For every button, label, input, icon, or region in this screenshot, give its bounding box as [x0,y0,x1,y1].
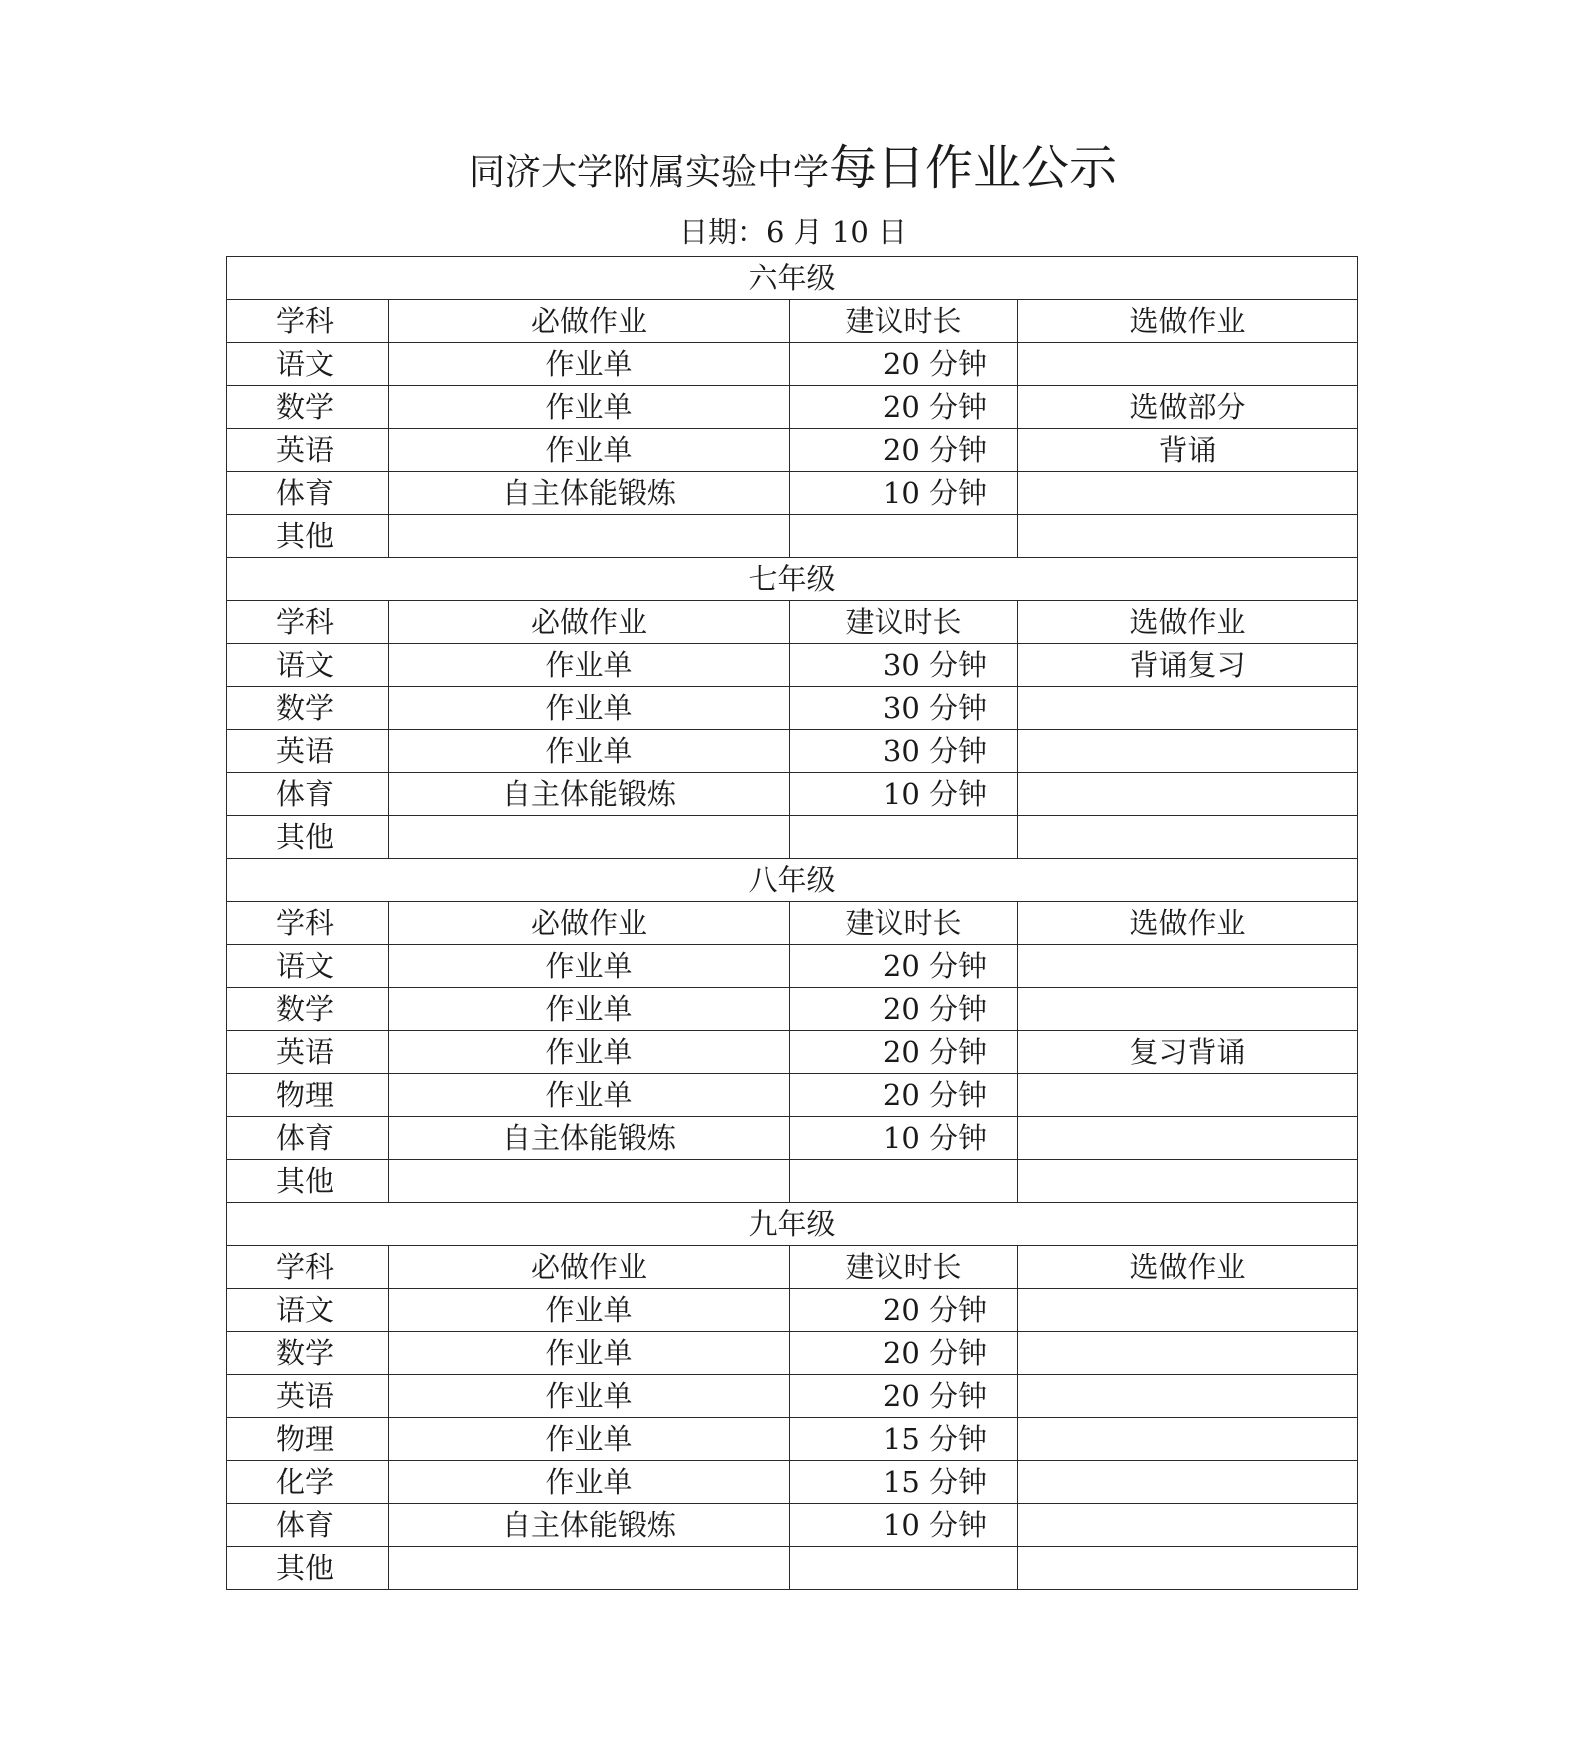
optional-cell [1018,1547,1358,1590]
table-row [227,945,1358,988]
required-cell: 作业单 [389,1074,790,1117]
header-subject: 学科 [227,601,389,644]
required-cell [389,1547,790,1590]
duration-cell: 30 分钟 [790,644,1018,687]
optional-cell: 背诵复习 [1018,644,1358,687]
duration-cell [790,1547,1018,1590]
subject-cell: 数学 [227,687,389,730]
title-heading: 每日作业公示 [829,140,1118,196]
table-row [227,773,1358,816]
subject-cell: 其他 [227,816,389,859]
duration-cell [790,816,1018,859]
required-cell: 作业单 [389,1418,790,1461]
header-required: 必做作业 [389,300,790,343]
optional-cell [1018,816,1358,859]
grade-title: 八年级 [227,859,1358,902]
grade-row [227,859,1358,902]
grade-title: 六年级 [227,257,1358,300]
subject-cell: 体育 [227,773,389,816]
homework-table [226,256,1358,1590]
duration-cell: 20 分钟 [790,1031,1018,1074]
table-row [227,1332,1358,1375]
table-row [227,1117,1358,1160]
optional-cell [1018,1461,1358,1504]
duration-cell: 20 分钟 [790,386,1018,429]
required-cell: 作业单 [389,1461,790,1504]
subject-cell: 语文 [227,1289,389,1332]
table-row [227,429,1358,472]
optional-cell [1018,1289,1358,1332]
table-row [227,730,1358,773]
duration-cell [790,515,1018,558]
optional-cell [1018,1375,1358,1418]
optional-cell [1018,1117,1358,1160]
subject-cell: 体育 [227,472,389,515]
table-row [227,515,1358,558]
grade-row [227,257,1358,300]
required-cell: 作业单 [389,1289,790,1332]
school-name: 同济大学附属实验中学 [468,152,829,193]
header-duration: 建议时长 [790,902,1018,945]
table-row [227,1461,1358,1504]
homework-table-body [227,257,1358,1590]
required-cell: 作业单 [389,429,790,472]
header-duration: 建议时长 [790,300,1018,343]
duration-cell: 10 分钟 [790,472,1018,515]
table-row [227,644,1358,687]
optional-cell [1018,730,1358,773]
subject-cell: 其他 [227,1547,389,1590]
subject-cell: 体育 [227,1504,389,1547]
optional-cell [1018,687,1358,730]
subject-cell: 语文 [227,343,389,386]
required-cell: 作业单 [389,687,790,730]
header-row [227,902,1358,945]
header-required: 必做作业 [389,1246,790,1289]
subject-cell: 英语 [227,730,389,773]
subject-cell: 英语 [227,429,389,472]
optional-cell [1018,1504,1358,1547]
duration-cell [790,1160,1018,1203]
required-cell: 作业单 [389,644,790,687]
optional-cell [1018,1332,1358,1375]
subject-cell: 语文 [227,945,389,988]
table-row [227,1160,1358,1203]
optional-cell [1018,1160,1358,1203]
duration-cell: 30 分钟 [790,730,1018,773]
table-row [227,386,1358,429]
subject-cell: 语文 [227,644,389,687]
required-cell: 作业单 [389,1332,790,1375]
subject-cell: 物理 [227,1074,389,1117]
table-row [227,1289,1358,1332]
required-cell: 作业单 [389,1375,790,1418]
subject-cell: 英语 [227,1031,389,1074]
subject-cell: 数学 [227,1332,389,1375]
subject-cell: 化学 [227,1461,389,1504]
optional-cell [1018,1074,1358,1117]
subject-cell: 数学 [227,386,389,429]
header-required: 必做作业 [389,601,790,644]
table-row [227,1504,1358,1547]
table-row [227,1031,1358,1074]
table-row [227,1418,1358,1461]
optional-cell: 背诵 [1018,429,1358,472]
grade-title: 九年级 [227,1203,1358,1246]
optional-cell [1018,343,1358,386]
required-cell [389,515,790,558]
duration-cell: 20 分钟 [790,1332,1018,1375]
required-cell: 作业单 [389,988,790,1031]
optional-cell [1018,988,1358,1031]
required-cell [389,816,790,859]
required-cell: 作业单 [389,730,790,773]
optional-cell: 选做部分 [1018,386,1358,429]
header-duration: 建议时长 [790,601,1018,644]
duration-cell: 10 分钟 [790,773,1018,816]
required-cell: 自主体能锻炼 [389,773,790,816]
optional-cell: 复习背诵 [1018,1031,1358,1074]
duration-cell: 15 分钟 [790,1461,1018,1504]
optional-cell [1018,472,1358,515]
header-optional: 选做作业 [1018,601,1358,644]
header-subject: 学科 [227,902,389,945]
subject-cell: 其他 [227,515,389,558]
optional-cell [1018,945,1358,988]
header-row [227,1246,1358,1289]
header-row [227,601,1358,644]
table-row [227,1375,1358,1418]
required-cell: 自主体能锻炼 [389,1117,790,1160]
date-line: 日期：6 月 10 日 [678,215,907,249]
duration-cell: 20 分钟 [790,1074,1018,1117]
subject-cell: 体育 [227,1117,389,1160]
table-row [227,343,1358,386]
duration-cell: 20 分钟 [790,945,1018,988]
required-cell: 自主体能锻炼 [389,1504,790,1547]
subject-cell: 英语 [227,1375,389,1418]
duration-cell: 20 分钟 [790,1375,1018,1418]
required-cell: 作业单 [389,1031,790,1074]
required-cell: 作业单 [389,386,790,429]
header-required: 必做作业 [389,902,790,945]
header-row [227,300,1358,343]
duration-cell: 20 分钟 [790,1289,1018,1332]
header-duration: 建议时长 [790,1246,1018,1289]
header-subject: 学科 [227,1246,389,1289]
table-row [227,816,1358,859]
optional-cell [1018,773,1358,816]
grade-title: 七年级 [227,558,1358,601]
header-subject: 学科 [227,300,389,343]
duration-cell: 20 分钟 [790,429,1018,472]
required-cell [389,1160,790,1203]
grade-row [227,558,1358,601]
optional-cell [1018,515,1358,558]
subject-cell: 数学 [227,988,389,1031]
subject-cell: 物理 [227,1418,389,1461]
header-optional: 选做作业 [1018,300,1358,343]
table-row [227,472,1358,515]
duration-cell: 30 分钟 [790,687,1018,730]
duration-cell: 15 分钟 [790,1418,1018,1461]
required-cell: 作业单 [389,343,790,386]
optional-cell [1018,1418,1358,1461]
table-row [227,687,1358,730]
duration-cell: 20 分钟 [790,988,1018,1031]
table-row [227,1074,1358,1117]
required-cell: 自主体能锻炼 [389,472,790,515]
page-title [0,138,1586,209]
duration-cell: 10 分钟 [790,1117,1018,1160]
table-row [227,988,1358,1031]
table-row [227,1547,1358,1590]
header-optional: 选做作业 [1018,1246,1358,1289]
header-optional: 选做作业 [1018,902,1358,945]
duration-cell: 20 分钟 [790,343,1018,386]
required-cell: 作业单 [389,945,790,988]
subject-cell: 其他 [227,1160,389,1203]
duration-cell: 10 分钟 [790,1504,1018,1547]
grade-row [227,1203,1358,1246]
